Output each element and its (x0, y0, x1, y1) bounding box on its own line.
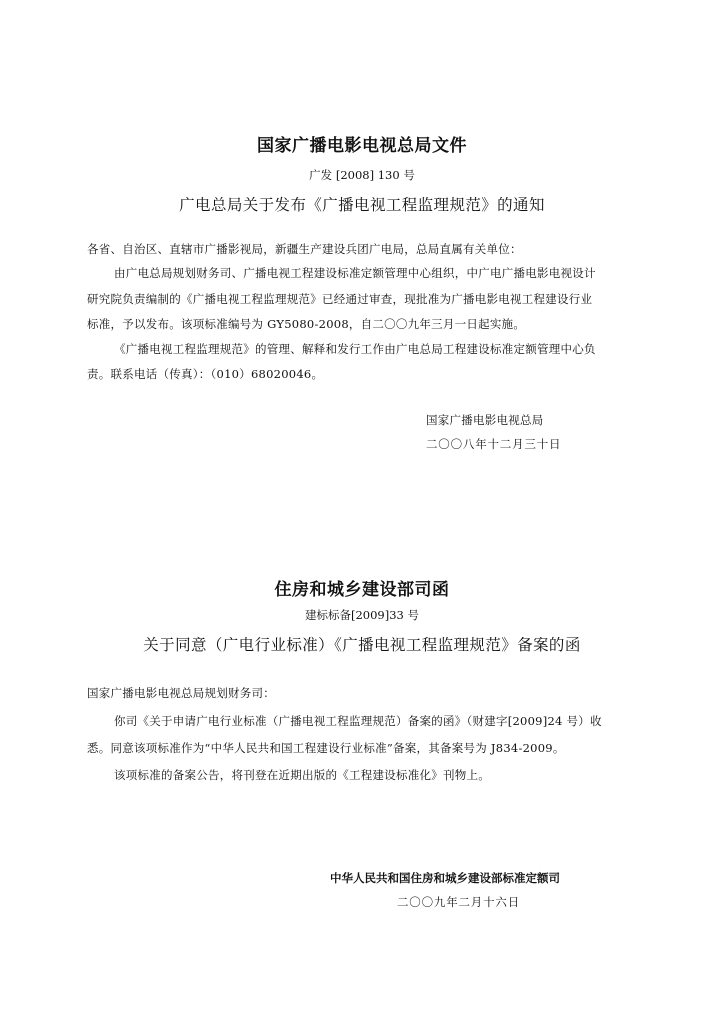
notice2-subject: 关于同意（广电行业标准）《广播电视工程监理规范》备案的函 (143, 636, 581, 654)
notice2-header: 住房和城乡建设部司函 (274, 580, 450, 600)
notice2-para1-line1: 你司《关于申请广电行业标准（广播电视工程监理规范）备案的函》（财建字[2009]24 号）收 (114, 714, 602, 728)
notice1-subject: 广电总局关于发布《广播电视工程监理规范》的通知 (179, 196, 545, 214)
notice2-para2: 该项标准的备案公告，将刊登在近期出版的《工程建设标准化》刊物上。 (114, 768, 490, 782)
notice2-doc-number: 建标标备[2009]33 号 (304, 608, 420, 622)
notice1-header: 国家广播电影电视总局文件 (257, 136, 467, 156)
notice1-date: 二〇〇八年十二月三十日 (426, 437, 562, 451)
notice1-para2-line2: 责。联系电话（传真）：（010）68020046。 (87, 367, 324, 381)
notice1-para1-line3: 标准，予以发布。该项标准编号为 GY5080-2008，自二〇〇九年三月一日起实施。 (87, 317, 526, 331)
notice2-salutation: 国家广播电影电视总局规划财务司： (87, 686, 275, 700)
notice1-para2-line1: 《广播电视工程监理规范》的管理、解释和发行工作由广电总局工程建设标准定额管理中心负 (114, 342, 596, 356)
notice1-doc-number: 广发 [2008] 130 号 (309, 168, 415, 182)
notice1-signature: 国家广播电影电视总局 (426, 413, 544, 427)
notice1-salutation: 各省、自治区、直辖市广播影视局，新疆生产建设兵团广电局，总局直属有关单位： (87, 242, 522, 256)
notice2-para1-line2: 悉。同意该项标准作为“中华人民共和国工程建设行业标准”备案，其备案号为 J834-2009。 (87, 741, 565, 755)
notice2-date: 二〇〇九年二月十六日 (397, 895, 520, 909)
notice1-para1-line2: 研究院负责编制的《广播电视工程监理规范》已经通过审查，现批准为广播电影电视工程建设行业 (87, 292, 593, 306)
notice1-para1-line1: 由广电总局规划财务司、广播电视工程建设标准定额管理中心组织，中广电广播电影电视设计 (114, 266, 596, 280)
notice2-signature: 中华人民共和国住房和城乡建设部标准定额司 (330, 871, 560, 885)
